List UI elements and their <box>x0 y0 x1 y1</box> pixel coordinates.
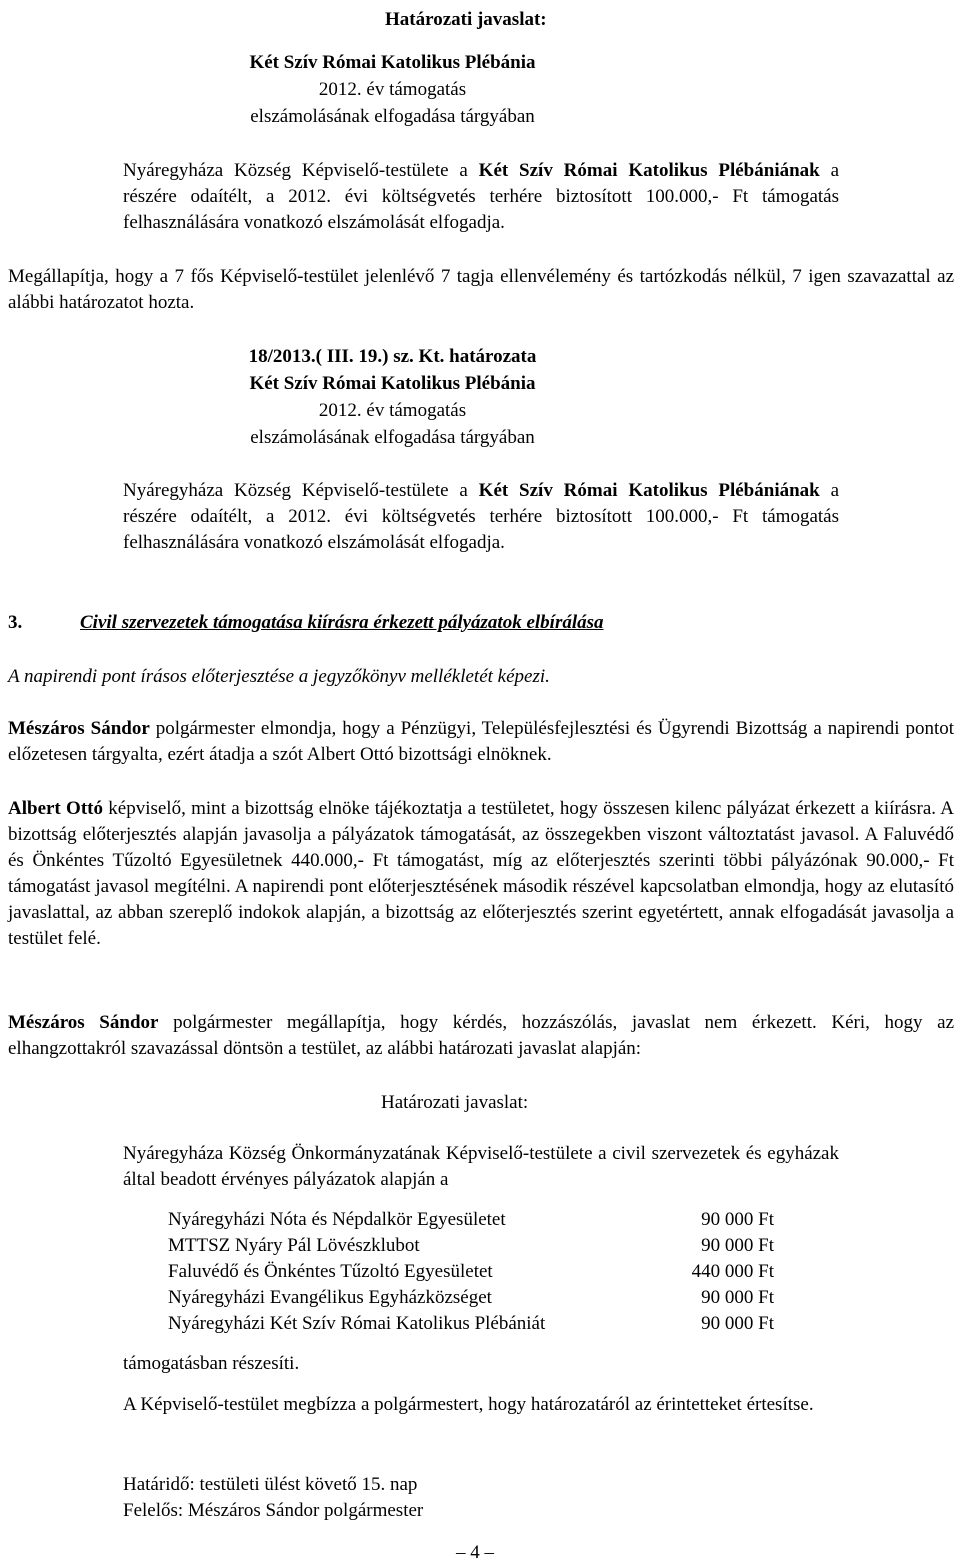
paragraph-text: képviselő, mint a bizottság elnöke tájékoztatja a testületet, hogy összesen kilenc pályázat érkezett a kiírásra. A bizottság előterjesztés alapján javasolja a pályázatok támogatását, az összegekben viszont változtatást javasol. A Faluvédő és Önkéntes Tűzoltó Egyesületnek 440.000,- Ft támogatást, míg az előterjesztés szerinti többi pályázónak 90.000,- Ft támogatást javasol megítélni. A napirendi pont előterjesztésének második részével kapcsolatban elmondja, hogy az elutasító javaslattal, az abban szereplő indokok alapján, a bizottság az előterjesztés szerint egyetértett, annak elfogadását javasolja a testület felé. <box>8 798 954 949</box>
speaker-name: Mészáros Sándor <box>8 718 150 739</box>
grant-amount: 90 000 Ft <box>701 1287 774 1308</box>
proposal2-closing: támogatásban részesíti. <box>123 1353 300 1374</box>
subject-title: Két Szív Római Katolikus Plébánia <box>249 52 536 73</box>
proposal2-responsible: Felelős: Mészáros Sándor polgármester <box>123 1500 424 1521</box>
paragraph-text: polgármester elmondja, hogy a Pénzügyi, Településfejlesztési és Ügyrendi Bizottság a napirendi pontot előzetesen tárgyalta, ezért átadja a szót Albert Ottó bizottsági elnöknek. <box>8 718 954 765</box>
paragraph-mayor-2 <box>8 1010 954 1062</box>
resolution-pre: Nyáregyháza Község Képviselő-testülete a <box>123 480 479 501</box>
subject-topic: elszámolásának elfogadása tárgyában <box>250 106 535 127</box>
grant-name: Nyáregyházi Nóta és Népdalkör Egyesületet <box>168 1209 506 1230</box>
resolution-year: 2012. év támogatás <box>318 400 467 421</box>
grant-row <box>168 1233 774 1259</box>
grant-amount: 90 000 Ft <box>701 1313 774 1334</box>
subject-year: 2012. év támogatás <box>318 79 467 100</box>
resolution-title: Két Szív Római Katolikus Plébánia <box>249 373 536 394</box>
grant-name: Nyáregyházi Két Szív Római Katolikus Plébániát <box>168 1313 546 1334</box>
grant-row <box>168 1285 774 1311</box>
resolution-topic: elszámolásának elfogadása tárgyában <box>250 427 535 448</box>
resolution-number: 18/2013.( III. 19.) sz. Kt. határozata <box>248 346 537 367</box>
grant-row <box>168 1311 774 1337</box>
grant-amount: 90 000 Ft <box>701 1235 774 1256</box>
proposal2-mandate: A Képviselő-testület megbízza a polgármestert, hogy határozatáról az érintetteket értesítse. <box>123 1394 814 1415</box>
agenda-title: Civil szervezetek támogatása kiírásra érkezett pályázatok elbírálása <box>80 612 604 633</box>
vote-statement: Megállapítja, hogy a 7 fős Képviselő-testület jelenlévő 7 tagja ellenvélemény és tartózkodás nélkül, 7 igen szavazattal az alábbi határozatot hozta. <box>8 266 954 313</box>
grant-row <box>168 1259 774 1285</box>
agenda-note: A napirendi pont írásos előterjesztése a jegyzőkönyv mellékletét képezi. <box>8 666 550 687</box>
grant-row <box>168 1207 774 1233</box>
resolution-post: a részére odaítélt, a 2012. évi költségvetés terhére biztosított 100.000,- Ft támogatás felhasználására vonatkozó elszámolását elfogadja. <box>123 480 840 553</box>
grant-amount: 440 000 Ft <box>691 1261 774 1282</box>
paragraph-mayor-1 <box>8 716 954 768</box>
paragraph-committee <box>8 796 954 952</box>
agenda-number: 3. <box>8 612 23 633</box>
proposal-bold: Két Szív Római Katolikus Plébániának <box>478 160 820 181</box>
resolution-bold: Két Szív Római Katolikus Plébániának <box>478 480 820 501</box>
resolution-text <box>123 478 839 556</box>
grant-name: MTTSZ Nyáry Pál Lövészklubot <box>168 1235 420 1256</box>
grants-list <box>168 1207 774 1337</box>
page-number: – 4 – <box>456 1542 494 1563</box>
grant-name: Nyáregyházi Evangélikus Egyházközséget <box>168 1287 492 1308</box>
proposal2-deadline: Határidő: testületi ülést követő 15. nap <box>123 1474 418 1495</box>
heading-hatarozati-javaslat: Határozati javaslat: <box>385 9 547 30</box>
proposal-post: a részére odaítélt, a 2012. évi költségvetés terhére biztosított 100.000,- Ft támogatás felhasználására vonatkozó elszámolását elfogadja. <box>123 160 840 233</box>
proposal-text <box>123 158 839 236</box>
speaker-name: Mészáros Sándor <box>8 1012 159 1033</box>
paragraph-text: polgármester megállapítja, hogy kérdés, hozzászólás, javaslat nem érkezett. Kéri, hogy az elhangzottakról szavazással döntsön a testület, az alábbi határozati javaslat alapján: <box>8 1012 955 1059</box>
proposal-pre: Nyáregyháza Község Képviselő-testülete a <box>123 160 479 181</box>
grant-amount: 90 000 Ft <box>701 1209 774 1230</box>
proposal2-intro: Nyáregyháza Község Önkormányzatának Képviselő-testülete a civil szervezetek és egyházak által beadott érvényes pályázatok alapján a <box>123 1143 839 1190</box>
heading-hatarozati-javaslat-2: Határozati javaslat: <box>381 1092 529 1113</box>
grant-name: Faluvédő és Önkéntes Tűzoltó Egyesületet <box>168 1261 493 1282</box>
speaker-name: Albert Ottó <box>8 798 103 819</box>
